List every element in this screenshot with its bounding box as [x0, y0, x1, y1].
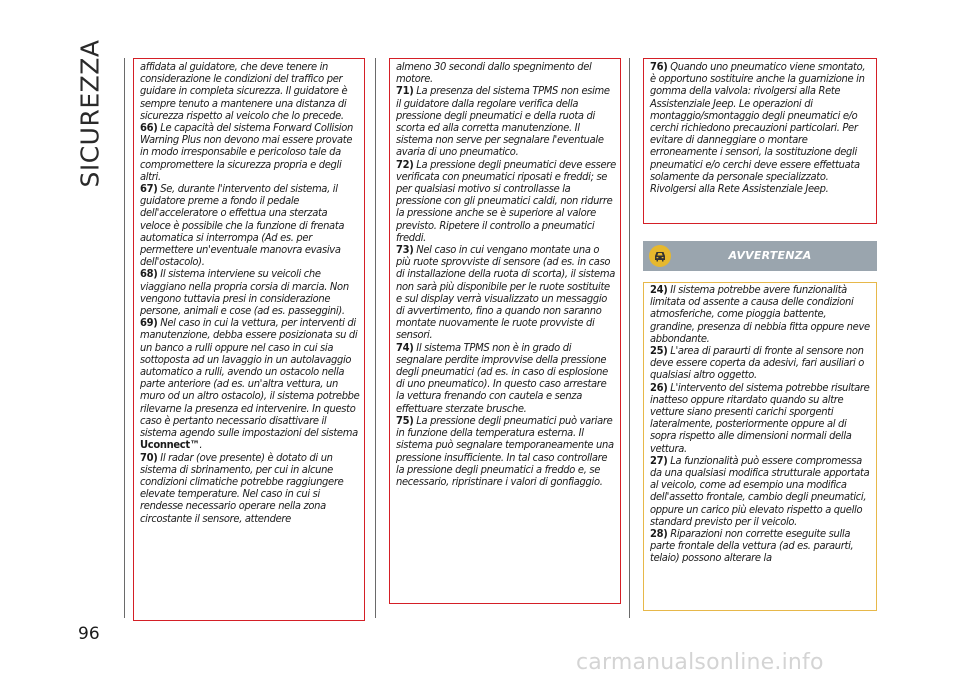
notes-text-column-1	[140, 61, 360, 525]
notes-text-column-2	[396, 61, 616, 488]
note-text: Nel caso in cui la vettura, per interventi di manutenzione, debba essere posizionata su di un banco a rulli oppure nel caso in cui sia sottoposta ad un lavaggio in un autolavaggio automatico a rulli, avendo un ostacolo nella parte anteriore (ad es. un'altra vettura, un muro od un altro ostacolo), il sistema potrebbe rilevarne la presenza ed intervenire. In questo caso è pertanto necessario disattivare il sistema agendo sulle impostazioni del sistema	[140, 317, 360, 440]
warning-box	[643, 282, 877, 611]
note-text: Riparazioni non corrette eseguite sulla parte frontale della vettura (ad es. paraurti, telaio) possono alterare la	[650, 528, 854, 565]
note-paragraph	[650, 382, 872, 455]
note-number: 68)	[140, 268, 158, 281]
note-number: 74)	[396, 341, 414, 354]
note-text: Quando uno pneumatico viene smontato, è opportuno sostituire anche la guarnizione in gomma della valvola: rivolgersi alla Rete Assistenziale Jeep. Le operazioni di montaggio/smontaggio degli pneumatici e/o cerchi richiedono precauzioni particolari. Per evitare di danneggiare o montare erroneamente i sensori, la sostituzione degli pneumatici e/o cerchi deve essere effettuata solamente da personale specializzato. Rivolgersi alla Rete Assistenziale Jeep.	[650, 61, 866, 196]
note-number: 28)	[650, 528, 668, 541]
note-paragraph	[650, 528, 872, 565]
note-text: La presenza del sistema TPMS non esime il guidatore dalla regolare verifica della pressione degli pneumatici e della ruota di scorta ed alla corretta manutenzione. Il sistema non serve per segnalare l'eventuale avaria di uno pneumatico.	[396, 85, 610, 159]
note-paragraph	[650, 455, 872, 528]
warning-header	[643, 241, 877, 271]
note-text: L'intervento del sistema potrebbe risultare inatteso oppure ritardato quando su altre vetture siano presenti carichi sporgenti lateralmente, posteriormente oppure al di sopra rispetto alle dimensioni normali della vettura.	[650, 381, 870, 455]
notes-box-column-2	[389, 58, 621, 604]
note-text: L'area di paraurti di fronte al sensore non deve essere coperta da adesivi, fari ausiliari o qualsiasi altro oggetto.	[650, 345, 864, 382]
column-divider	[629, 58, 630, 618]
page-number: 96	[78, 624, 100, 644]
note-text: Il radar (ove presente) è dotato di un sistema di sbrinamento, per cui in alcune condizioni climatiche potrebbe raggiungere elevate temperature. Nel caso in cui si rendesse necessario operare nella zona circostante il sensore, attendere	[140, 451, 344, 525]
note-number: 73)	[396, 244, 414, 257]
note-paragraph	[140, 268, 360, 317]
note-text: Il sistema TPMS non è in grado di segnalare perdite improvvise della pressione degli pneumatici (ad es. in caso di esplosione di uno pneumatico). In questo caso arrestare la vettura frenando con cautela e senza effettuare sterzate brusche.	[396, 341, 608, 415]
notes-box-column-1	[133, 58, 365, 621]
notes-text-column-3	[650, 61, 872, 195]
note-number: 26)	[650, 381, 668, 394]
note-paragraph	[140, 452, 360, 525]
note-paragraph	[140, 122, 360, 183]
note-paragraph	[140, 183, 360, 268]
note-number: 70)	[140, 451, 158, 464]
note-text: Il sistema interviene su veicoli che viaggiano nella propria corsia di marcia. Non vengono tuttavia presi in considerazione persone, animali e cose (ad es. passeggini).	[140, 268, 349, 318]
note-paragraph	[650, 284, 872, 345]
notes-box-column-3	[643, 58, 877, 224]
note-text: Le capacità del sistema Forward Collision Warning Plus non devono mai essere provate in modo irresponsabile e pericoloso tale da compromettere la sicurezza propria e degli altri.	[140, 122, 353, 183]
brand-name: Uconnect™	[140, 439, 200, 452]
note-paragraph	[396, 415, 616, 488]
note-text: Nel caso in cui vengano montate una o più ruote sprovviste di sensore (ad es. in caso di installazione della ruota di scorta), il sistema non sarà più disponibile per le ruote sostituite e sul display verrà visualizzato un messaggio di avvertimento, fino a quando non saranno montate nuovamente le ruote provviste di sensori.	[396, 244, 616, 342]
note-paragraph	[396, 85, 616, 158]
note-paragraph	[650, 61, 872, 195]
watermark: carmanualsonline.info	[576, 650, 824, 675]
warning-text	[650, 284, 872, 565]
note-paragraph	[140, 317, 360, 451]
note-number: 71)	[396, 85, 414, 98]
note-number: 27)	[650, 454, 668, 467]
note-number: 72)	[396, 158, 414, 171]
column-divider	[124, 58, 125, 618]
note-tail: .	[199, 439, 203, 452]
note-number: 24)	[650, 284, 668, 296]
note-text: La pressione degli pneumatici può variare in funzione della temperatura esterna. Il sistema può segnalare temporaneamente una pressione insufficiente. In tal caso controllare la pressione degli pneumatici a freddo e, se necessario, ripristinare i valori di gonfiaggio.	[396, 414, 614, 488]
note-text: Il sistema potrebbe avere funzionalità limitata od assente a causa delle condizioni atmosferiche, come pioggia battente, grandine, presenza di nebbia fitta oppure neve abbondante.	[650, 284, 870, 345]
note-text: Se, durante l'intervento del sistema, il guidatore preme a fondo il pedale dell'acceleratore o effettua una sterzata veloce è possibile che la funzione di frenata automatica si interrompa (Ad es. per permettere un'eventuale manovra evasiva dell'ostacolo).	[140, 183, 345, 269]
column-divider	[375, 58, 376, 618]
note-number: 75)	[396, 414, 414, 427]
note-number: 67)	[140, 183, 158, 196]
note-paragraph	[396, 244, 616, 342]
intro-paragraph: almeno 30 secondi dallo spegnimento del motore.	[396, 61, 592, 86]
note-number: 76)	[650, 61, 668, 73]
section-title: SICUREZZA	[75, 38, 105, 188]
note-number: 66)	[140, 122, 158, 135]
note-paragraph	[396, 159, 616, 244]
note-text: La funzionalità può essere compromessa da una qualsiasi modifica strutturale apportata al veicolo, come ad esempio una modifica dell'assetto frontale, cambio degli pneumatici, oppure un carico più elevato rispetto a quello standard previsto per il veicolo.	[650, 454, 870, 528]
note-paragraph	[396, 342, 616, 415]
note-number: 69)	[140, 317, 158, 330]
intro-paragraph: affidata al guidatore, che deve tenere in considerazione le condizioni del traffico per guidare in completa sicurezza. Il guidatore è sempre tenuto a mantenere una distanza di sicurezza rispetto al veicolo che lo precede.	[140, 61, 348, 122]
note-number: 25)	[650, 345, 668, 358]
note-paragraph	[650, 345, 872, 382]
note-text: La pressione degli pneumatici deve essere verificata con pneumatici riposati e freddi; se per qualsiasi motivo si controllasse la pressione con gli pneumatici caldi, non ridurre la pressione anche se è superiore al valore previsto. Ripetere il controllo a pneumatici freddi.	[396, 158, 616, 244]
warning-title: AVVERTENZA	[728, 249, 812, 262]
